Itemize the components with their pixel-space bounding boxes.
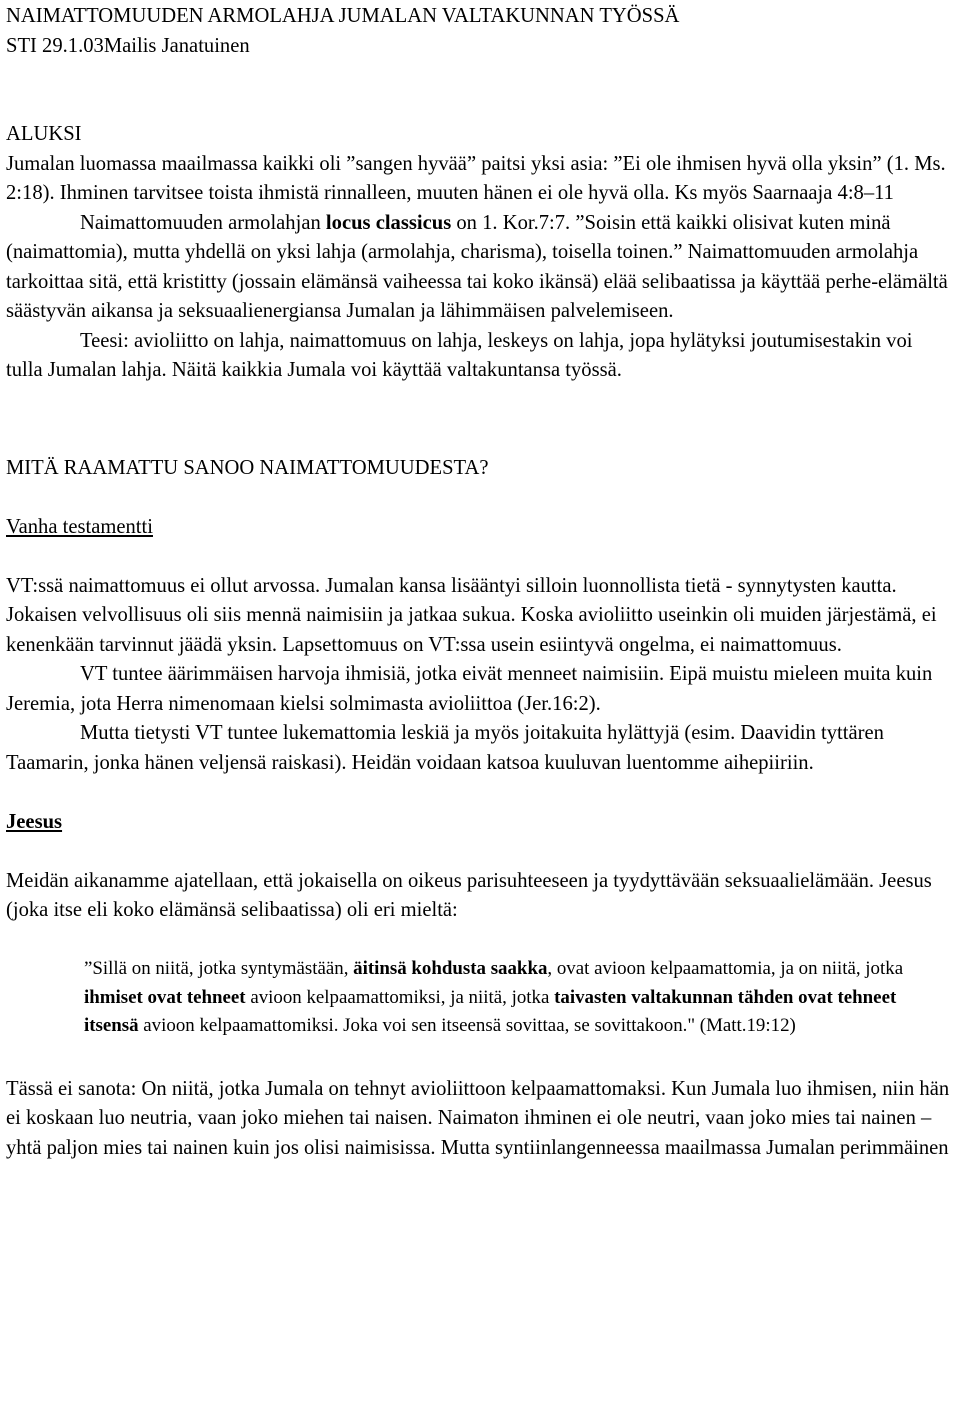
document-subtitle: STI 29.1.03Mailis Janatuinen [6,34,250,57]
spacer [6,61,952,120]
spacer [6,926,952,956]
spacer [6,837,952,867]
spacer [6,778,952,808]
quote-bold: äitinsä kohdusta saakka [353,958,548,979]
quote-run: avioon kelpaamattomiksi, ja niitä, jotka [245,986,555,1008]
paragraph-vt-3: Mutta tietysti VT tuntee lukemattomia leskiä ja myös joitakuita hylättyjä (esim. Daavidin tyttären Taamarin, jonka hänen veljensä raiskasi). Heidän voidaan katsoa kuuluvan luentomme aihepiiriin. [6,722,884,774]
paragraph-locus-classicus [6,209,952,327]
quote-bold: ihmiset ovat tehneet [84,986,246,1008]
section-heading-aluksi: ALUKSI [6,123,82,145]
section-raamattu [6,454,952,1164]
quote-run: , ovat avioon kelpaamattomia, ja on niitä, jotka [547,958,904,979]
text-run: Naimattomuuden armolahjan [80,211,326,234]
paragraph-vt-1: VT:ssä naimattomuus ei ollut arvossa. Jumalan kansa lisääntyi silloin luonnollista tietä - synnytysten kautta. Jokaisen velvollisuus oli siis mennä naimisiin ja jatkaa sukua. Koska avioliitto useinkin oli muiden järjestämä, ei kenenkään tarvinnut jäädä yksin. Lapsettomuus on VT:ssa usein esiintyvä ongelma, ei naimattomuus. [6,574,937,656]
paragraph-thesis: Teesi: avioliitto on lahja, naimattomuus on lahja, leskeys on lahja, jopa hylätyksi joutumisestakin voi tulla Jumalan lahja. Näitä kaikkia Jumala voi käyttää valtakuntansa työssä. [6,329,913,381]
section-heading-raamattu: MITÄ RAAMATTU SANOO NAIMATTOMUUDESTA? [6,456,489,479]
bold-term: locus classicus [325,211,452,234]
section-aluksi [6,120,952,386]
paragraph-intro: Jumalan luomassa maailmassa kaikki oli ”sangen hyvää” paitsi yksi asia: ”Ei ole ihmisen hyvä olla yksin” (1. Ms. 2:18). Ihminen tarvitsee toista ihmistä rinnalleen, muuten hänen ei ole hyvä olla. Ks myös Saarnaaja 4:8–11 [6,152,946,204]
subheading-jeesus: Jeesus [6,810,63,833]
paragraph-vt-2: VT tuntee äärimmäisen harvoja ihmisiä, jotka eivät menneet naimisiin. Eipä muistu mieleen muita kuin Jeremia, jota Herra nimenomaan kielsi solmimasta avioliittoa (Jer.16:2). [6,663,933,715]
paragraph-jeesus-1: Meidän aikanamme ajatellaan, että jokaisella on oikeus parisuhteeseen ja tyydyttävään seksuaalielämään. Jeesus (joka itse eli koko elämänsä selibaatissa) oli eri mieltä: [6,869,932,921]
document-title: NAIMATTOMUUDEN ARMOLAHJA JUMALAN VALTAKUNNAN TYÖSSÄ [6,5,680,27]
spacer [6,386,952,454]
spacer [6,483,952,513]
quote-run: avioon kelpaamattomiksi. Joka voi sen itseensä sovittaa, se sovittakoon." (Matt.19:12) [138,1015,796,1036]
subheading-vanha-testamentti: Vanha testamentti [6,515,153,538]
spacer [6,542,952,572]
block-quote-matt-19-12 [84,955,952,1041]
spacer [6,1041,952,1075]
quote-run: ”Sillä on niitä, jotka syntymästään, [84,958,354,979]
quote-bold: taivasten valtakunnan tähden ovat tehneet itsensä [84,986,897,1036]
text-run: on 1. Kor.7:7. ”Soisin että kaikki olisivat kuten minä (naimattomia), mutta yhdellä on yksi lahja (armolahja, charisma), toisella toinen.” Naimattomuuden armolahja tarkoittaa sitä, että kristitty (jossain elämänsä vaiheessa tai koko ikänsä) elää selibaatissa ja käyttää perhe-elämältä säästyvän aikansa ja seksuaalienergiansa Jumalan ja lähimmäisen palvelemiseen. [6,211,948,322]
paragraph-final: Tässä ei sanota: On niitä, jotka Jumala on tehnyt avioliittoon kelpaamattomaksi. Kun Jumala luo ihmisen, niin hän ei koskaan luo neutria, vaan joko miehen tai naisen. Naimaton ihminen ei ole neutri, vaan joko mies tai nainen – yhtä paljon mies tai nainen kuin jos olisi naimisissa. Mutta syntiinlangenneessa maailmassa Jumalan perimmäinen [6,1077,950,1159]
